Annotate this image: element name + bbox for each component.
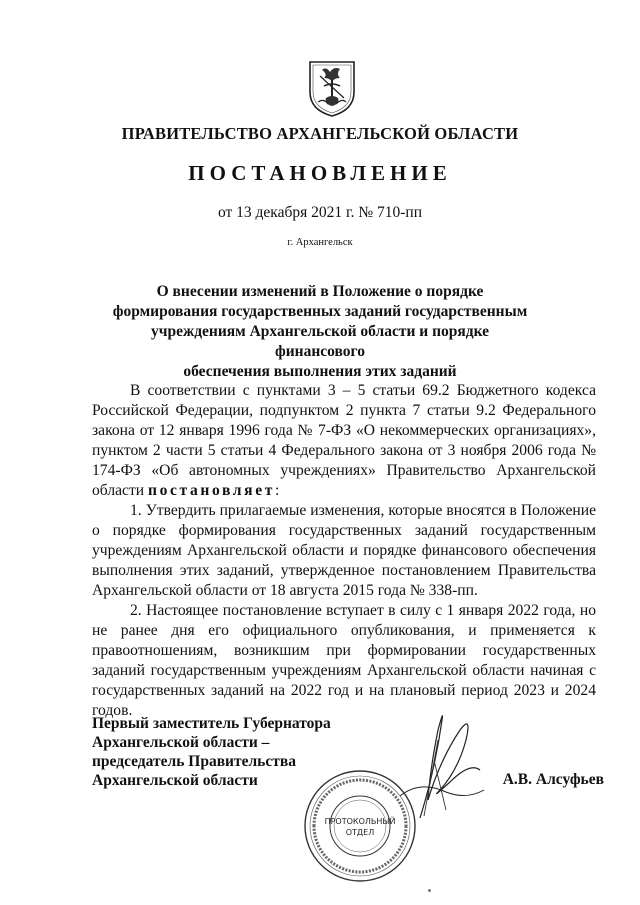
document-date-number: от 13 декабря 2021 г. № 710-пп [217,204,423,221]
item-1-paragraph: 1. Утвердить прилагаемые изменения, которые вносятся в Положение о порядке формирования государственных заданий государственным учреждениям Архангельской области и порядке финансового обеспечения выполнения этих заданий, утвержденное постановлением Правительства Архангельской области от 18 августа 2015 года № 338-пп. [92,502,596,599]
document-city: г. Архангельск [287,237,353,248]
heading-line: обеспечения выполнения этих заданий [183,363,457,380]
heading-line: формирования государственных заданий государственным [112,303,528,320]
position-line: Первый заместитель Губернатора [92,715,331,732]
heading-line: О внесении изменений в Положение о порядке [156,283,484,300]
document-heading [110,282,530,382]
svg-text:ОТДЕЛ: ОТДЕЛ [345,828,375,837]
preamble-paragraph [92,381,596,501]
signer-name: А.В. Алсуфьев [502,771,604,788]
svg-text:ПРОТОКОЛЬНЫЙ: ПРОТОКОЛЬНЫЙ [324,817,396,826]
coat-of-arms-icon [306,58,358,118]
decree-colon: : [274,482,280,499]
heading-line: учреждениям Архангельской области и порядке финансового [150,323,490,360]
document-body [92,381,596,721]
official-stamp [302,768,418,884]
position-line: председатель Правительства [92,753,296,770]
position-line: Архангельской области [92,772,258,789]
government-name: ПРАВИТЕЛЬСТВО АРХАНГЕЛЬСКОЙ ОБЛАСТИ [121,124,519,143]
scan-speck [428,889,431,892]
item-2-paragraph: 2. Настоящее постановление вступает в силу с 1 января 2022 года, но не ранее дня его официального опубликования, и применяется к правоотношениям, возникшим при формировании государственных заданий государственным учреждениям Архангельской области начиная с государственных заданий на 2022 год и на плановый период 2023 и 2024 годов. [92,602,596,719]
document-type: ПОСТАНОВЛЕНИЕ [188,161,452,185]
decree-word: постановляет [148,482,275,499]
preamble-text: В соответствии с пунктами 3 – 5 статьи 69.2 Бюджетного кодекса Российской Федерации, подпунктом 2 пункта 7 статьи 9.2 Федерального закона от 12 января 1996 года № 7-ФЗ «О некоммерческих организациях», пунктом 2 части 5 статьи 4 Федерального закона от 3 ноября 2006 года № 174-ФЗ «Об автономных учреждениях» Правительство Архангельской области [92,382,596,499]
position-line: Архангельской области – [92,734,270,751]
